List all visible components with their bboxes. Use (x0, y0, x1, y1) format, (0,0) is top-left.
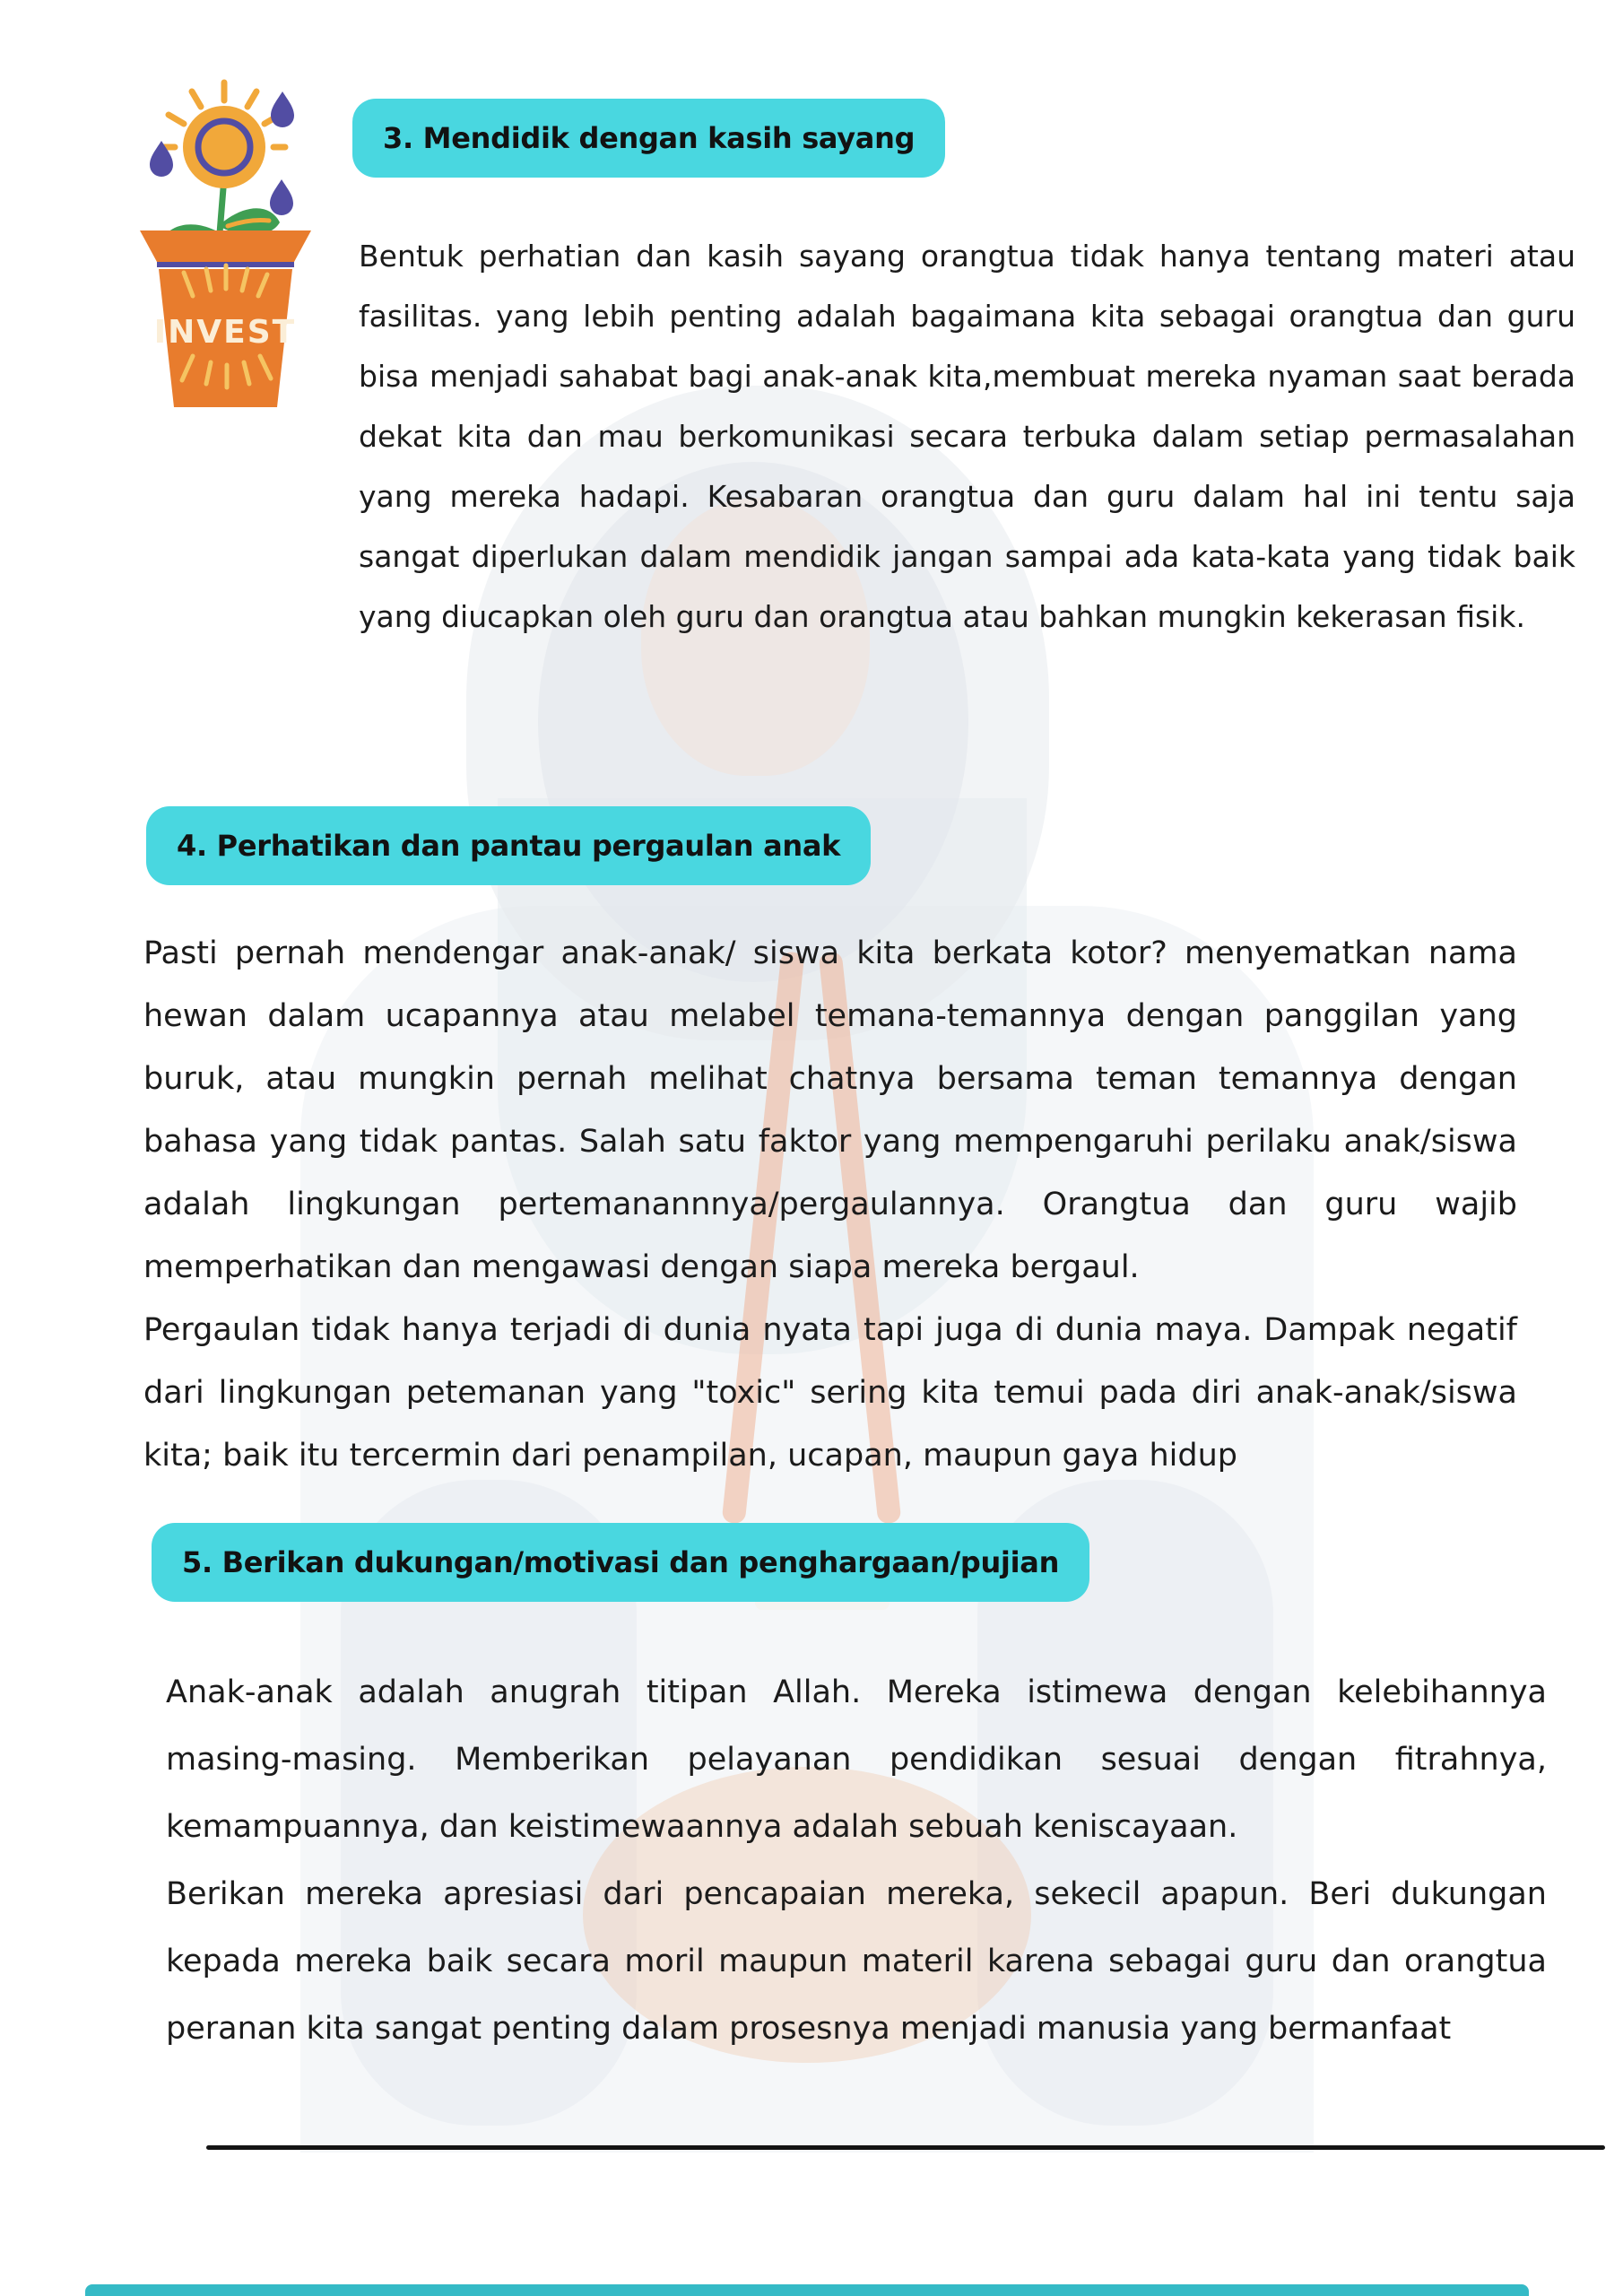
section-5-paragraph-1: Anak-anak adalah anugrah titipan Allah. Mereka istimewa dengan kelebihannya masing-masing. Memberikan pelayanan pendidikan sesuai dengan fitrahnya, kemampuannya, dan keistimewaannya adalah sebuah keniscayaan. (166, 1674, 1547, 1845)
section-5-heading: 5. Berikan dukungan/motivasi dan penghargaan/pujian (182, 1545, 1060, 1579)
divider-line (206, 2145, 1605, 2150)
section-5-paragraph-2: Berikan mereka apresiasi dari pencapaian mereka, sekecil apapun. Beri dukungan kepada mereka baik secara moril maupun materil karena sebagai guru dan orangtua peranan kita sangat penting dalam prosesnya menjadi manusia yang bermanfaat (166, 1876, 1547, 2047)
section-5-heading-badge (152, 1523, 1089, 1602)
section-4-paragraph-1: Pasti pernah mendengar anak-anak/ siswa kita berkata kotor? menyematkan nama hewan dalam ucapannya atau melabel temana-temannya dengan panggilan yang buruk, atau mungkin pernah melihat chatnya bersama teman temannya dengan bahasa yang tidak pantas. Salah satu faktor yang mempengaruhi perilaku anak/siswa adalah lingkungan pertemanannnya/pergaulannya. Orangtua dan guru wajib memperhatikan dan mengawasi dengan siapa mereka bergaul. (143, 935, 1517, 1285)
section-3-paragraph-1: Bentuk perhatian dan kasih sayang orangtua tidak hanya tentang materi atau fasilitas. yang lebih penting adalah bagaimana kita sebagai orangtua dan guru bisa menjadi sahabat bagi anak-anak kita,membuat mereka nyaman saat berada dekat kita dan mau berkomunikasi secara terbuka dalam setiap permasalahan yang mereka hadapi. Kesabaran orangtua dan guru dalam hal ini tentu saja sangat diperlukan dalam mendidik jangan sampai ada kata-kata yang tidak baik yang diucapkan oleh guru dan orangtua atau bahkan mungkin kekerasan fisik. (359, 239, 1575, 634)
section-4-heading: 4. Perhatikan dan pantau pergaulan anak (177, 829, 841, 863)
section-4-heading-badge (146, 806, 871, 885)
invest-plant-illustration (81, 47, 350, 437)
section-3-heading: 3. Mendidik dengan kasih sayang (383, 121, 916, 155)
section-3-body (359, 226, 1575, 647)
section-4-paragraph-2: Pergaulan tidak hanya terjadi di dunia nyata tapi juga di dunia maya. Dampak negatif dari lingkungan petemanan yang "toxic" sering kita temui pada diri anak-anak/siswa kita; baik itu tercermin dari penampilan, ucapan, maupun gaya hidup (143, 1312, 1517, 1474)
section-5-body (166, 1659, 1547, 2063)
sun-flower-icon (183, 106, 265, 188)
footer-accent-bar (85, 2284, 1529, 2296)
plant-pot-shape (140, 230, 311, 407)
section-3-heading-badge (352, 99, 945, 178)
invest-label: INVEST (153, 314, 297, 351)
section-4-body (143, 922, 1517, 1487)
